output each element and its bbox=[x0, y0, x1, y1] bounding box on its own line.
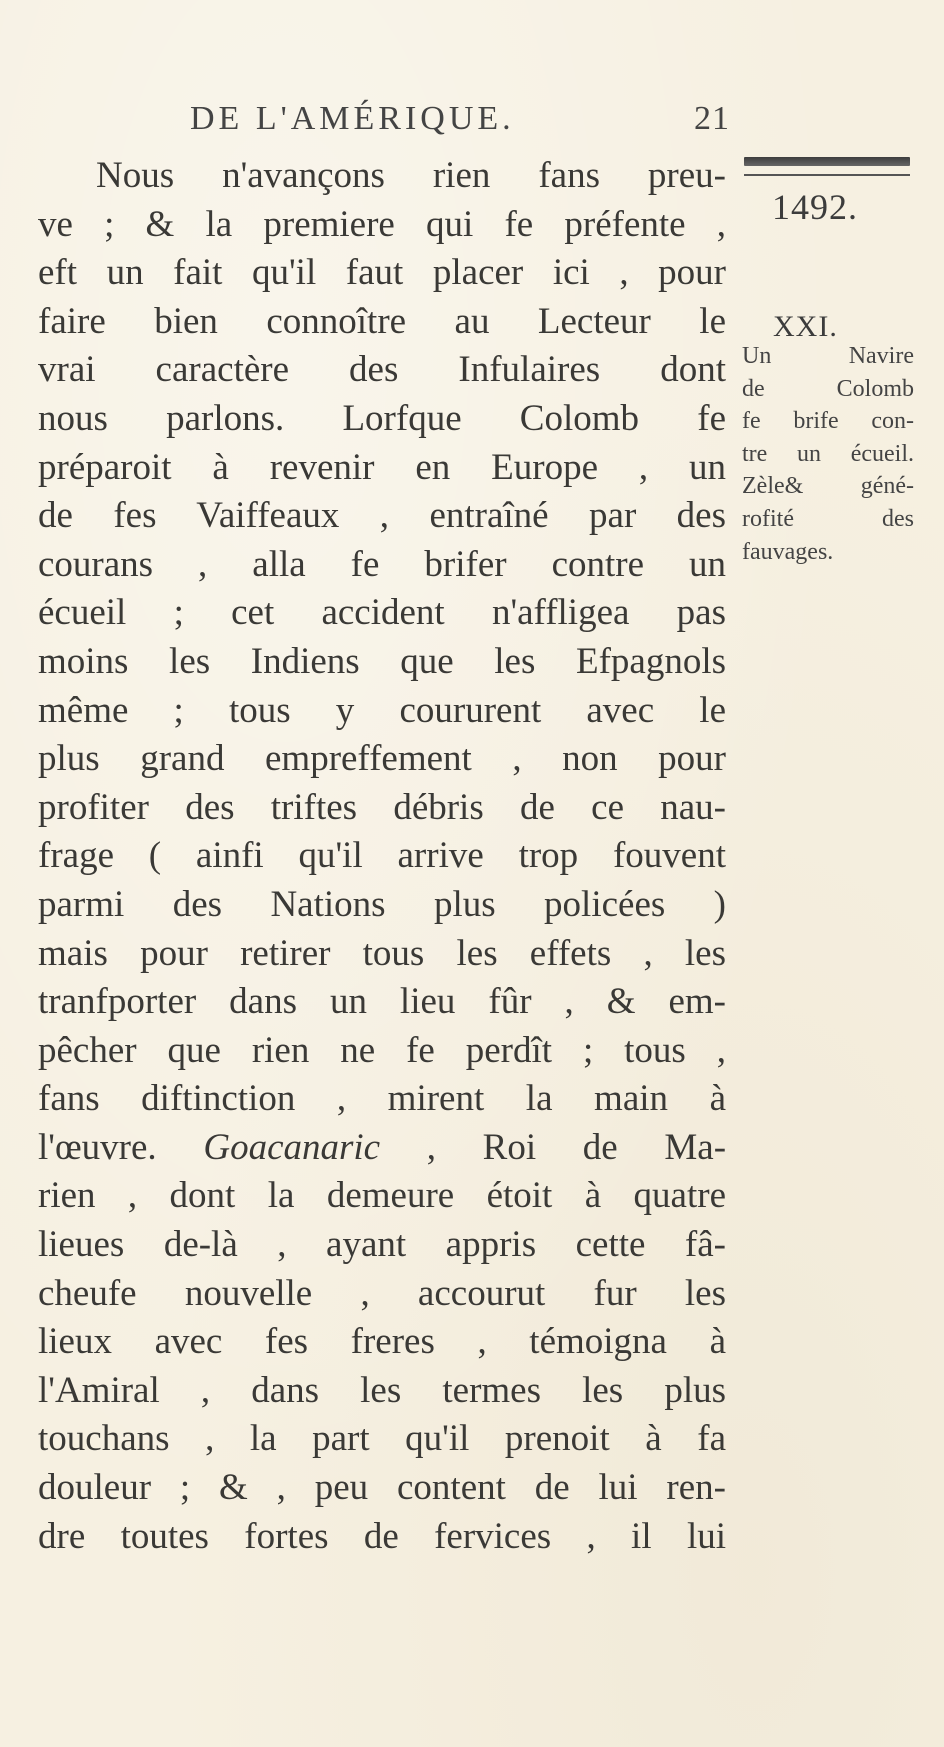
margin-thin-rule bbox=[744, 174, 910, 176]
text-line-mixed bbox=[38, 1124, 726, 1173]
margin-note-line: fe brife con- bbox=[742, 408, 914, 435]
text-line: écueil ; cet accident n'affligea pas bbox=[38, 592, 726, 634]
text-line: de fes Vaiffeaux , entraîné par des bbox=[38, 495, 726, 537]
text-line: lieux avec fes freres , témoigna à bbox=[38, 1321, 726, 1363]
margin-section-number: XXI. bbox=[773, 310, 838, 343]
text-line: faire bien connoître au Lecteur le bbox=[38, 300, 726, 342]
text-line: préparoit à revenir en Europe , un bbox=[38, 446, 726, 488]
text-line: Nous n'avançons rien fans preu- bbox=[96, 155, 726, 196]
text-line: même ; tous y coururent avec le bbox=[38, 689, 726, 731]
running-head bbox=[190, 100, 730, 140]
text-segment: l'œuvre. bbox=[38, 1126, 157, 1168]
text-line: cheufe nouvelle , accourut fur les bbox=[38, 1272, 726, 1314]
margin-note-line: fauvages. bbox=[742, 538, 834, 565]
margin-year: 1492. bbox=[772, 187, 858, 227]
text-segment: , Roi de Ma- bbox=[426, 1126, 726, 1168]
text-line: l'Amiral , dans les termes les plus bbox=[38, 1369, 726, 1411]
text-line: pêcher que rien ne fe perdît ; tous , bbox=[38, 1029, 726, 1071]
margin-note-line: rofité des bbox=[742, 505, 914, 532]
text-line: nous parlons. Lorfque Colomb fe bbox=[38, 397, 726, 439]
body-text bbox=[38, 152, 726, 1561]
margin-note bbox=[742, 340, 914, 568]
text-line: plus grand empreffement , non pour bbox=[38, 738, 726, 780]
margin-ornament-rule bbox=[744, 157, 910, 166]
text-line: ve ; & la premiere qui fe préfente , bbox=[38, 203, 726, 245]
margin-note-line: tre un écueil. bbox=[742, 440, 914, 467]
text-line: profiter des triftes débris de ce nau- bbox=[38, 786, 726, 828]
text-line: mais pour retirer tous les effets , les bbox=[38, 932, 726, 974]
text-line: douleur ; & , peu content de lui ren- bbox=[38, 1467, 726, 1509]
italic-name: Goacanaric bbox=[203, 1126, 381, 1168]
margin-note-line: de Colomb bbox=[742, 375, 914, 402]
text-line: vrai caractère des Infulaires dont bbox=[38, 349, 726, 391]
text-line: tranfporter dans un lieu fûr , & em- bbox=[38, 981, 726, 1023]
running-title: DE L'AMÉRIQUE. bbox=[190, 100, 515, 137]
text-line: dre toutes fortes de fervices , il lui bbox=[38, 1515, 726, 1557]
margin-note-line: Un Navire bbox=[742, 343, 914, 369]
text-line: moins les Indiens que les Efpagnols bbox=[38, 640, 726, 682]
text-line: parmi des Nations plus policées ) bbox=[38, 883, 726, 925]
text-line: frage ( ainfi qu'il arrive trop fouvent bbox=[38, 835, 726, 877]
text-line: courans , alla fe brifer contre un bbox=[38, 543, 726, 585]
text-line: lieues de-là , ayant appris cette fâ- bbox=[38, 1224, 726, 1266]
text-line: fans diftinction , mirent la main à bbox=[38, 1078, 726, 1120]
margin-note-line: Zèle& géné- bbox=[742, 473, 914, 500]
text-line: eft un fait qu'il faut placer ici , pour bbox=[38, 252, 726, 294]
text-line: touchans , la part qu'il prenoit à fa bbox=[38, 1418, 726, 1460]
text-line: rien , dont la demeure étoit à quatre bbox=[38, 1175, 726, 1217]
page-number: 21 bbox=[694, 100, 730, 137]
